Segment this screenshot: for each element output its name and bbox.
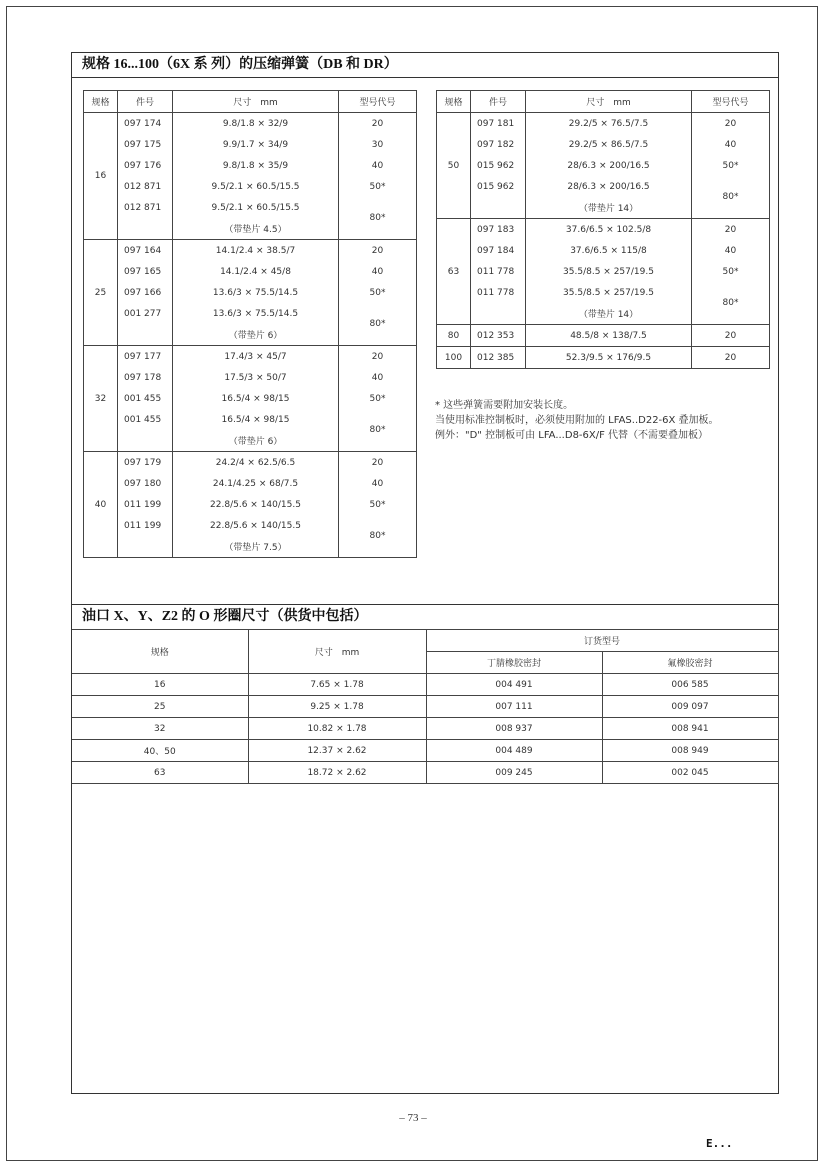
dimension-cell: 24.2/4 × 62.5/6.5: [173, 452, 339, 474]
model-code-cell: 50*: [692, 155, 770, 176]
dimension-cell: 9.5/2.1 × 60.5/15.5: [173, 176, 339, 197]
model-code-cell: 40: [339, 367, 417, 388]
part-number-cell: 015 962: [471, 155, 526, 176]
oring-size-cell: 63: [72, 762, 248, 784]
spring-row: [84, 155, 417, 176]
part-number-cell: [471, 197, 526, 219]
part-number-cell: 097 165: [118, 261, 173, 282]
spring-row: [84, 134, 417, 155]
part-number-cell: [118, 536, 173, 558]
dimension-cell: 14.1/2.4 × 45/8: [173, 261, 339, 282]
shim-note-cell: （带垫片 14）: [526, 197, 692, 219]
spring-row: [84, 197, 417, 218]
model-code-cell: 40: [339, 473, 417, 494]
page-number: – 73 –: [399, 1112, 427, 1124]
model-code-cell: 20: [339, 452, 417, 474]
header-model-code: 型号代号: [692, 91, 770, 113]
part-number-cell: 097 174: [118, 113, 173, 135]
oring-fkm-cell: 002 045: [602, 762, 778, 784]
dimension-cell: 22.8/5.6 × 140/15.5: [173, 494, 339, 515]
oring-dimension-cell: 18.72 × 2.62: [248, 762, 426, 784]
model-code-cell: 50*: [339, 388, 417, 409]
dimension-cell: 29.2/5 × 76.5/7.5: [526, 113, 692, 135]
spring-row: [84, 409, 417, 430]
shim-note-cell: （带垫片 7.5）: [173, 536, 339, 558]
dimension-cell: 22.8/5.6 × 140/15.5: [173, 515, 339, 536]
part-number-cell: [118, 324, 173, 346]
corner-mark: E...: [706, 1137, 733, 1150]
part-number-cell: 012 353: [471, 325, 526, 347]
header-size: 规格: [437, 91, 471, 113]
part-number-cell: 097 164: [118, 240, 173, 262]
oring-fkm-cell: 008 941: [602, 718, 778, 740]
header-dimensions: 尺寸 mm: [173, 91, 339, 113]
oring-fkm-cell: 009 097: [602, 696, 778, 718]
spring-row: [437, 347, 770, 369]
spring-row: [437, 240, 770, 261]
oring-nbr-cell: 004 491: [426, 674, 602, 696]
header-size: 规格: [84, 91, 118, 113]
dimension-cell: 9.8/1.8 × 35/9: [173, 155, 339, 176]
part-number-cell: 097 177: [118, 346, 173, 368]
size-cell: 50: [437, 113, 471, 219]
model-code-cell: 50*: [339, 176, 417, 197]
shim-note-cell: （带垫片 14）: [526, 303, 692, 325]
oring-row: [72, 762, 778, 784]
header-model-code: 型号代号: [339, 91, 417, 113]
oring-table: [72, 629, 779, 784]
oring-size-cell: 25: [72, 696, 248, 718]
model-code-cell: 30: [339, 134, 417, 155]
shim-note-cell: （带垫片 6）: [173, 430, 339, 452]
oring-row: [72, 718, 778, 740]
note-line: * 这些弹簧需要附加安装长度。: [435, 400, 574, 411]
spring-row: [437, 155, 770, 176]
size-cell: 63: [437, 219, 471, 325]
oring-nbr-cell: 009 245: [426, 762, 602, 784]
model-code-cell: 40: [339, 155, 417, 176]
part-number-cell: 011 778: [471, 261, 526, 282]
spring-row: [437, 134, 770, 155]
part-number-cell: 011 199: [118, 494, 173, 515]
dimension-cell: 37.6/6.5 × 115/8: [526, 240, 692, 261]
header-part-number: 件号: [118, 91, 173, 113]
spring-row: [84, 261, 417, 282]
model-code-cell: 80*: [692, 176, 770, 219]
oring-nbr-cell: 007 111: [426, 696, 602, 718]
oring-dimension-cell: 9.25 × 1.78: [248, 696, 426, 718]
model-code-cell: 20: [692, 113, 770, 135]
dimension-cell: 52.3/9.5 × 176/9.5: [526, 347, 692, 369]
oring-row: [72, 696, 778, 718]
spring-row: [84, 346, 417, 368]
model-code-cell: 20: [339, 240, 417, 262]
part-number-cell: 097 182: [471, 134, 526, 155]
model-code-cell: 20: [692, 325, 770, 347]
dimension-cell: 9.5/2.1 × 60.5/15.5: [173, 197, 339, 218]
spring-row: [84, 240, 417, 262]
oring-size-cell: 16: [72, 674, 248, 696]
oring-header-fkm-seal: 氟橡胶密封: [602, 652, 778, 674]
part-number-cell: 012 871: [118, 197, 173, 218]
part-number-cell: 015 962: [471, 176, 526, 197]
oring-header-order-code: 订货型号: [426, 630, 778, 652]
oring-dimension-cell: 7.65 × 1.78: [248, 674, 426, 696]
header-part-number: 件号: [471, 91, 526, 113]
spring-row: [84, 303, 417, 324]
spring-row: [84, 473, 417, 494]
dimension-cell: 16.5/4 × 98/15: [173, 388, 339, 409]
content-frame: [71, 52, 779, 1094]
model-code-cell: 20: [339, 346, 417, 368]
part-number-cell: 097 176: [118, 155, 173, 176]
oring-header-row: [72, 630, 778, 652]
spring-table-right: [436, 90, 770, 369]
spring-row: [437, 282, 770, 303]
dimension-cell: 35.5/8.5 × 257/19.5: [526, 282, 692, 303]
spring-row: [84, 176, 417, 197]
model-code-cell: 50*: [339, 282, 417, 303]
model-code-cell: 40: [692, 134, 770, 155]
spring-row: [437, 219, 770, 241]
part-number-cell: 097 184: [471, 240, 526, 261]
shim-note-cell: （带垫片 6）: [173, 324, 339, 346]
spring-table-left: [83, 90, 417, 558]
size-cell: 80: [437, 325, 471, 347]
spring-notes: [435, 398, 719, 443]
model-code-cell: 80*: [692, 282, 770, 325]
part-number-cell: 011 778: [471, 282, 526, 303]
oring-size-cell: 40、50: [72, 740, 248, 762]
dimension-cell: 13.6/3 × 75.5/14.5: [173, 303, 339, 324]
dimension-cell: 9.8/1.8 × 32/9: [173, 113, 339, 135]
model-code-cell: 80*: [339, 515, 417, 558]
oring-header-dimensions: 尺寸 mm: [248, 630, 426, 674]
spring-row: [84, 452, 417, 474]
model-code-cell: 20: [692, 347, 770, 369]
header-dimensions: 尺寸 mm: [526, 91, 692, 113]
model-code-cell: 20: [692, 219, 770, 241]
dimension-cell: 48.5/8 × 138/7.5: [526, 325, 692, 347]
oring-fkm-cell: 006 585: [602, 674, 778, 696]
part-number-cell: 097 181: [471, 113, 526, 135]
oring-nbr-cell: 008 937: [426, 718, 602, 740]
model-code-cell: 40: [692, 240, 770, 261]
part-number-cell: 001 455: [118, 409, 173, 430]
size-cell: 40: [84, 452, 118, 558]
model-code-cell: 80*: [339, 409, 417, 452]
size-cell: 32: [84, 346, 118, 452]
model-code-cell: 20: [339, 113, 417, 135]
spring-row: [84, 388, 417, 409]
spring-row: [84, 282, 417, 303]
spring-row: [437, 261, 770, 282]
part-number-cell: 001 455: [118, 388, 173, 409]
part-number-cell: 012 871: [118, 176, 173, 197]
part-number-cell: 001 277: [118, 303, 173, 324]
shim-note-cell: （带垫片 4.5）: [173, 218, 339, 240]
part-number-cell: 097 166: [118, 282, 173, 303]
oring-dimension-cell: 10.82 × 1.78: [248, 718, 426, 740]
spring-table-header-row: [437, 91, 770, 113]
model-code-cell: 80*: [339, 303, 417, 346]
dimension-cell: 13.6/3 × 75.5/14.5: [173, 282, 339, 303]
oring-row: [72, 674, 778, 696]
model-code-cell: 80*: [339, 197, 417, 240]
oring-dimension-cell: 12.37 × 2.62: [248, 740, 426, 762]
size-cell: 100: [437, 347, 471, 369]
part-number-cell: [471, 303, 526, 325]
size-cell: 16: [84, 113, 118, 240]
dimension-cell: 37.6/6.5 × 102.5/8: [526, 219, 692, 241]
oring-size-cell: 32: [72, 718, 248, 740]
part-number-cell: 011 199: [118, 515, 173, 536]
part-number-cell: 012 385: [471, 347, 526, 369]
dimension-cell: 17.5/3 × 50/7: [173, 367, 339, 388]
model-code-cell: 50*: [692, 261, 770, 282]
oring-row: [72, 740, 778, 762]
dimension-cell: 35.5/8.5 × 257/19.5: [526, 261, 692, 282]
spring-section-title: 规格 16...100（6X 系 列）的压缩弹簧（DB 和 DR）: [72, 53, 778, 78]
oring-header-size: 规格: [72, 630, 248, 674]
spring-row: [84, 113, 417, 135]
dimension-cell: 29.2/5 × 86.5/7.5: [526, 134, 692, 155]
part-number-cell: 097 179: [118, 452, 173, 474]
size-cell: 25: [84, 240, 118, 346]
dimension-cell: 16.5/4 × 98/15: [173, 409, 339, 430]
part-number-cell: [118, 218, 173, 240]
oring-fkm-cell: 008 949: [602, 740, 778, 762]
spring-row: [437, 325, 770, 347]
part-number-cell: 097 178: [118, 367, 173, 388]
spring-row: [84, 367, 417, 388]
dimension-cell: 9.9/1.7 × 34/9: [173, 134, 339, 155]
dimension-cell: 28/6.3 × 200/16.5: [526, 176, 692, 197]
oring-header-nbr-seal: 丁腈橡胶密封: [426, 652, 602, 674]
part-number-cell: 097 175: [118, 134, 173, 155]
dimension-cell: 17.4/3 × 45/7: [173, 346, 339, 368]
part-number-cell: 097 183: [471, 219, 526, 241]
spring-row: [437, 176, 770, 197]
spring-table-header-row: [84, 91, 417, 113]
model-code-cell: 50*: [339, 494, 417, 515]
part-number-cell: [118, 430, 173, 452]
oring-nbr-cell: 004 489: [426, 740, 602, 762]
spring-row: [84, 494, 417, 515]
oring-section-title: 油口 X、Y、Z2 的 O 形圈尺寸（供货中包括）: [72, 604, 778, 630]
note-line: 例外："D" 控制板可由 LFA...D8-6X/F 代替（不需要叠加板）: [435, 430, 709, 441]
spring-row: [437, 113, 770, 135]
note-line: 当使用标准控制板时，必须使用附加的 LFAS..D22-6X 叠加板。: [435, 415, 719, 426]
part-number-cell: 097 180: [118, 473, 173, 494]
model-code-cell: 40: [339, 261, 417, 282]
spring-row: [84, 515, 417, 536]
dimension-cell: 28/6.3 × 200/16.5: [526, 155, 692, 176]
dimension-cell: 14.1/2.4 × 38.5/7: [173, 240, 339, 262]
dimension-cell: 24.1/4.25 × 68/7.5: [173, 473, 339, 494]
